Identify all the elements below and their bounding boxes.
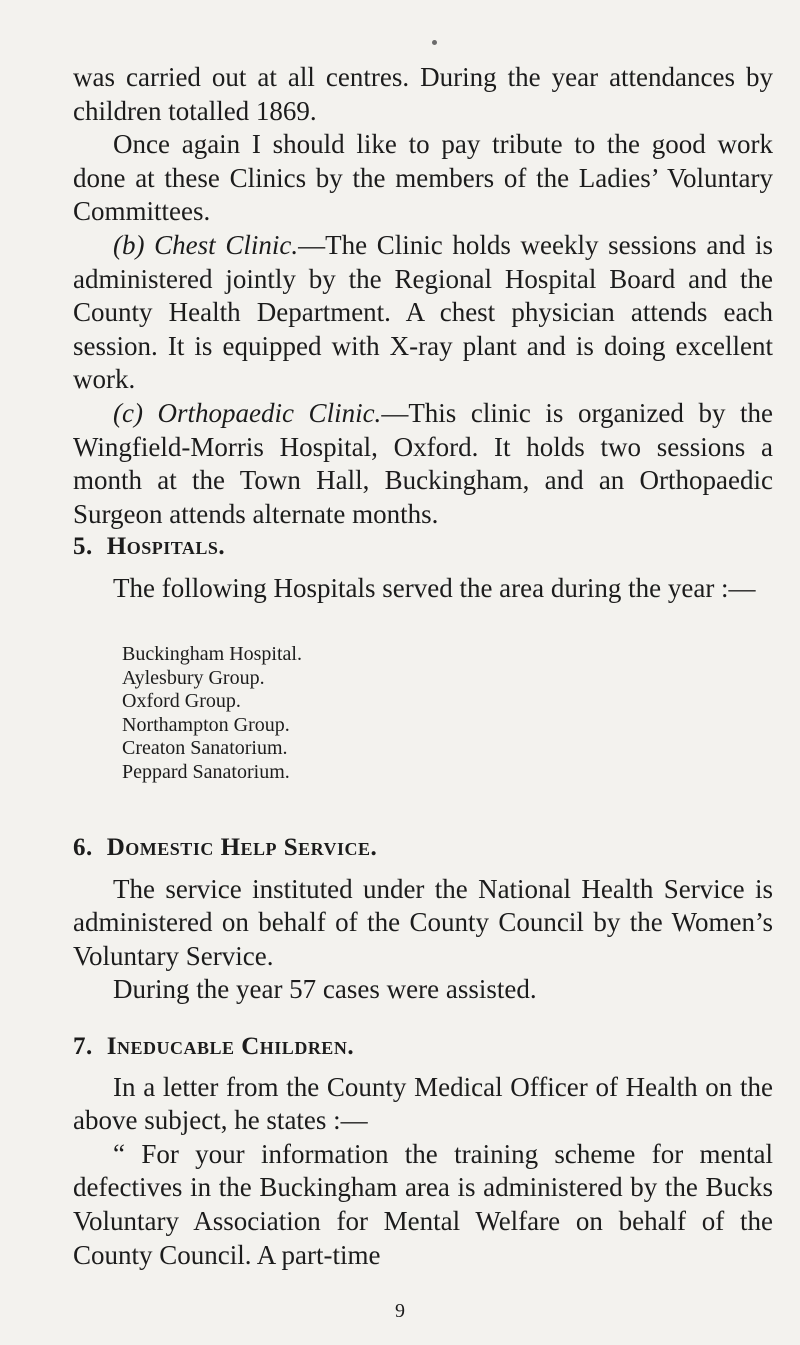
- ineducable-children-heading: [73, 1030, 773, 1064]
- tribute-paragraph: Once again I should like to pay tribute to the good work done at these Clinics by the members of the Ladies’ Voluntary Committees.: [73, 129, 773, 227]
- list-item: Northampton Group.: [122, 713, 290, 736]
- hospitals-heading: [73, 530, 773, 564]
- chest-clinic-marker: (b): [113, 229, 145, 260]
- ink-speck: [432, 40, 437, 45]
- domestic-help-paragraph: The service instituted under the National Health Service is administered on behalf of the County Council by the Women’s Voluntary Service.: [73, 873, 773, 971]
- list-item: Aylesbury Group.: [122, 666, 265, 689]
- orthopaedic-clinic-paragraph: [73, 397, 773, 531]
- ineducable-children-heading-title: Ineducable Children.: [106, 1033, 355, 1060]
- hospitals-section: [73, 530, 773, 605]
- domestic-help-heading: [73, 831, 773, 865]
- chest-clinic-text: —The Clinic holds weekly sessions and is administered jointly by the Regional Hospital Board and the County Health Department. A chest physician attends each session. It is equipped with X-ray plant and is doing excellent work.: [73, 229, 774, 395]
- orthopaedic-clinic-title: Orthopaedic Clinic.: [157, 397, 382, 428]
- domestic-help-section: [73, 831, 773, 1007]
- orthopaedic-clinic-marker: (c): [113, 397, 143, 428]
- chest-clinic-title: Chest Clinic.: [154, 229, 299, 260]
- hospitals-intro: The following Hospitals served the area during the year :—: [113, 572, 756, 603]
- hospitals-heading-title: Hospitals.: [106, 533, 226, 560]
- orthopaedic-clinic-text: —This clinic is organized by the Wingfield-Morris Hospital, Oxford. It holds two sessions a month at the Town Hall, Buckingham, and an Orthopaedic Surgeon attends alternate months.: [73, 397, 773, 529]
- domestic-help-heading-title: Domestic Help Service.: [106, 834, 378, 861]
- opening-section: [73, 61, 773, 531]
- page-number: 9: [395, 1300, 405, 1322]
- hospitals-list: [122, 643, 302, 785]
- domestic-help-cases: During the year 57 cases were assisted.: [113, 974, 537, 1005]
- list-item: Peppard Sanatorium.: [122, 760, 290, 783]
- list-item: Oxford Group.: [122, 690, 241, 713]
- list-item: Creaton Sanatorium.: [122, 737, 288, 760]
- domestic-help-heading-number: 6.: [73, 834, 93, 861]
- ineducable-children-section: [73, 1030, 773, 1272]
- chest-clinic-paragraph: [73, 229, 773, 397]
- ineducable-children-heading-number: 7.: [73, 1033, 93, 1060]
- opening-paragraph: was carried out at all centres. During the year attendances by children totalled 1869.: [73, 62, 773, 126]
- ineducable-children-paragraph: In a letter from the County Medical Officer of Health on the above subject, he states :—: [73, 1071, 773, 1136]
- ineducable-children-quote: “ For your information the training scheme for mental defectives in the Buckingham area is administered by the Bucks Voluntary Association for Mental Welfare on behalf of the County Council. A part-time: [73, 1138, 773, 1270]
- hospitals-heading-number: 5.: [73, 533, 93, 560]
- list-item: Buckingham Hospital.: [122, 643, 302, 665]
